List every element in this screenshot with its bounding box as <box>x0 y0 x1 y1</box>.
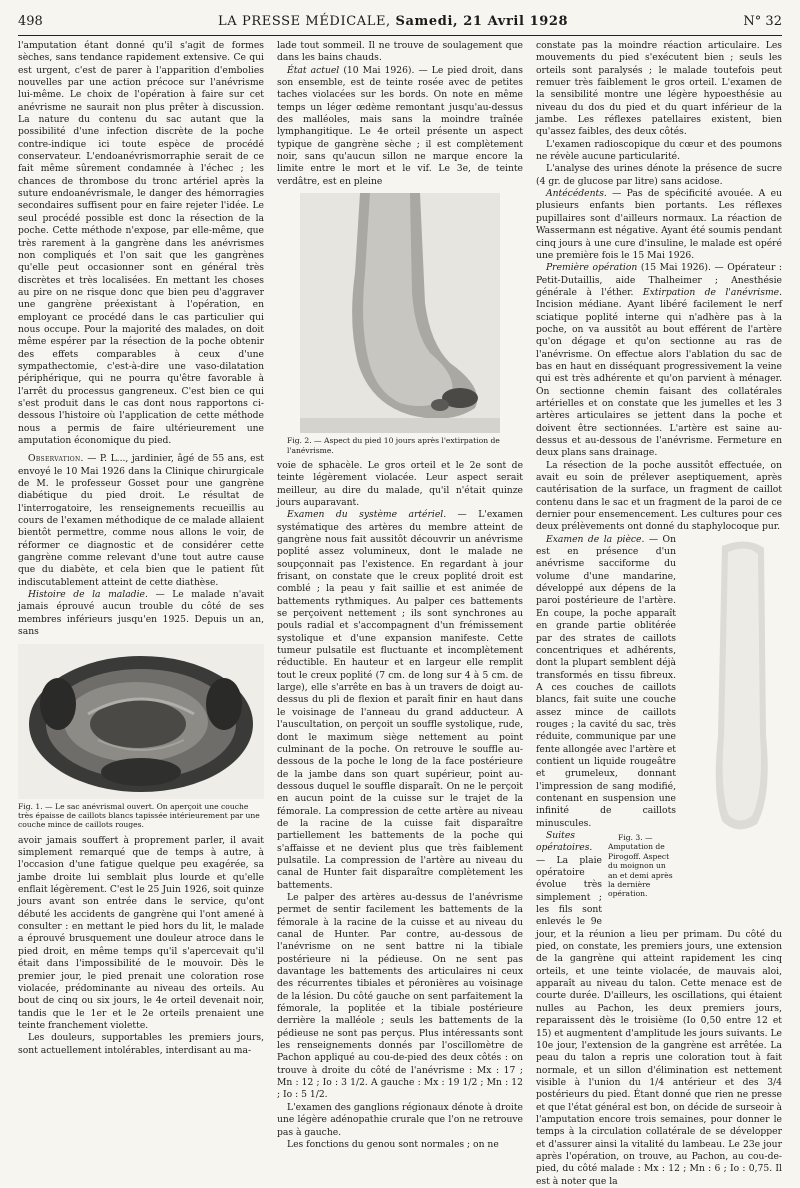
figure-3-caption: Fig. 3. — Amputation de Pirogoff. Aspect du moignon un an et demi après la dernière opération. <box>608 833 673 899</box>
antecedents-text: — Pas de spécificité avouée. A eu plusieurs enfants bien portants. Les réflexes pupillaires sont d'ailleurs normaux. La réaction de Wassermann est négative. Ayant été soumis pendant cinq jours à une cure d'insuline, le malade est opéré une première fois le 15 Mai 1926. <box>536 188 782 261</box>
figure-2-photo <box>300 193 500 433</box>
history-text: — Le malade n'avait jamais éprouvé aucun trouble du côté de ses membres inférieurs jusqu'en 1925. Depuis un an, sans <box>18 589 264 638</box>
paragraph: Les fonctions du genou sont normales ; on ne <box>287 1138 499 1150</box>
page-number: 498 <box>18 14 43 29</box>
observation-paragraph <box>18 453 264 589</box>
suites-label: Suites opératoires. <box>536 830 593 854</box>
page-header <box>18 14 782 32</box>
aneurysm-sac-image <box>18 644 264 799</box>
figure-3 <box>682 536 782 836</box>
paragraph: l'amputation étant donné qu'il s'agit de formes sèches, sans tendance rapidement extensive. Ce qui est urgent, c'est de parer à l'apparition d'embolies nouvelles par une action précoce sur l'anévrisme lui-même. Le choix de l'opération à faire sur cet anévrisme ne saurait non plus prêter à discussion. La nature du contenu du sac autant que la possibilité d'une infection discrète de la poche contre-indique ici toute espèce de procédé conservateur. L'endoanévrismorraphie serait de ce fait même sûrement condamnée à l'échec ; les chances de thrombose du tronc artériel après la suture endoanévrismale, le danger des hémorragies secondaires suffisent pour en faire rejeter l'idée. Le seul procédé possible est donc la résection de la poche. Cette méthode n'expose, par elle-même, que très rarement à la gangrène dans les anévrismes non compliqués et l'on sait que les gangrènes qu'elle peut occasionner sont en général très discrètes et très localisées. En mettant les choses au pire on ne risque donc que bien peu d'aggraver une gangrène préexistant à l'opération, en employant ce procédé dans le cas particulier qui nous occupe. Pour la majorité des malades, on doit même espérer par la résection de la poche obtenir des effets comparables à ceux d'une sympathectomie, c'est-à-dire une vaso-dilatation périphérique, qui ne pourra qu'être favorable à l'arrêt du processus gangreneux. C'est bien ce qui s'est produit dans le cas dont nous rapportons ci-dessous l'histoire où l'application de cette méthode nous a permis de faire ultérieurement une amputation économique du pied. <box>18 40 264 446</box>
etat-paragraph <box>277 65 523 188</box>
suites-text: — La plaie opératoire évolue très simplement ; les fils sont enlevés le 9e jour, et la réunion a lieu per primam. Du côté du pied, on constate, les premiers jours, une extension de la gangrène qui atteint rapidement les cinq orteils, et une teinte violacée, de mauvais aloi, apparaît au niveau du talon. Cette menace est de courte durée. D'ailleurs, les oscillations, qui étaient nulles au Pachon, les deux premiers jours, reparaissent dès le troisième (Io 0,50 entre 12 et 15) et augmentent d'amplitude les jours suivants. Le 10e jour, l'extension de la gangrène est arrêtée. La peau du talon a repris une coloration tout à fait normale, et un sillon d'élimination est nettement visible à l'union du 1/4 antérieur et des 3/4 postérieurs du pied. Étant donné que rien ne presse et que l'état général est bon, on décide de surseoir à l'amputation encore trois semaines, pour donner le temps à la circulation collatérale de se développer et d'assurer ainsi la vitalité du lambeau. Le 23e jour après l'opération, on trouve, au Pachon, au cou-de-pied, du côté malade : Mx : 12 ; Mn : 6 ; Io : 0,75. Il est à noter que la <box>536 854 782 1187</box>
piece-paragraph <box>536 534 782 830</box>
history-label: Histoire de la maladie. <box>28 589 148 601</box>
paragraph: voie de sphacèle. Le gros orteil et le 2e sont de teinte légèrement violacée. Leur aspect serait meilleur, au dire du malade, qu'il n'était quinze jours auparavant. <box>277 459 523 508</box>
etat-text: (10 Mai 1926). — Le pied droit, dans son ensemble, est de teinte rosée avec de petites taches violacées sur les bords. On note en même temps un léger œdème remontant jusqu'au-dessus des malléoles, mais sans la moindre traînée lymphangitique. Le 4e orteil présente un aspect typique de gangrène sèche ; il est complètement noir, sans qu'aucun sillon ne marque encore la limite entre le mort et le vif. Le 3e, de teinte verdâtre, est en pleine <box>277 64 523 187</box>
journal-title <box>218 14 568 29</box>
paragraph: Le palper des artères au-dessus de l'anévrisme permet de sentir facilement les battements de la fémorale à la racine de la cuisse et au niveau du canal de Hunter. Par contre, au-dessous de l'anévrisme on ne sent battre ni la tibiale postérieure ni la pédieuse. On ne sent pas davantage les battements des articulaires ni ceux des récurrentes tibiales et péronières au voisinage de la lésion. Du côté gauche on sent parfaitement la fémorale, la poplitée et la tibiale postérieure derrière la malléole ; seuls les battements de la pédieuse ne sont pas perçus. Plus intéressants sont les renseignements donnés par l'oscillomètre de Pachon appliqué au cou-de-pied des deux côtés : on trouve à droite du côté de l'anévrisme : Mx : 17 ; Mn : 12 ; Io : 3 1/2. A gauche : Mx : 19 1/2 ; Mn : 12 ; Io : 5 1/2. <box>277 891 523 1101</box>
paragraph: L'examen radioscopique du cœur et des poumons ne révèle aucune particularité. <box>536 138 782 163</box>
piece-label: Examen de la pièce. <box>546 533 645 545</box>
piece-text: — On est en présence d'un anévrisme sacciforme du volume d'une mandarine, développé aux dépens de la paroi postérieure de l'artère. En coupe, la poche apparaît en grande partie oblitérée par des strates de caillots concentriques et adhérents, dont la plupart semblent déjà transformés en tissu fibreux. A ces couches de caillots blancs, fait suite une couche assez mince de caillots rouges ; la cavité du sac, très réduite, communique par une fente allongée avec l'artère et contient un liquide rougeâtre et grumeleux, donnant l'impression de sang modifié, contenant en suspension une infinité de caillots minuscules. <box>536 533 676 829</box>
suites-paragraph <box>536 830 782 1188</box>
figure-1 <box>18 644 264 830</box>
antecedents-label: Antécédents. <box>546 188 607 200</box>
foot-photo-image <box>300 193 500 433</box>
exam-label: Examen du système artériel. <box>287 509 447 521</box>
operation-paragraph <box>536 262 782 460</box>
figure-3-caption-box <box>608 830 676 920</box>
paragraph: Les douleurs, supportables les premiers jours, sont actuellement intolérables, interdisant au ma- <box>18 1032 264 1056</box>
paragraph: constate pas la moindre réaction articulaire. Les mouvements du pied s'exécutent bien ; seuls les orteils sont paralysés ; le malade toutefois peut remuer très faiblement le gros orteil. L'examen de la sensibilité montre une légère hypoesthésie au niveau du dos du pied et du quart inférieur de la jambe. Les réflexes patellaires existent, bien qu'assez faibles, des deux côtés. <box>536 40 782 138</box>
operation-text-cont: Incision médiane. Ayant libéré facilement le nerf sciatique poplité interne qui n'adhère pas à la poche, on va aussitôt au bout efférent de l'artère qu'on dégage et qu'on sectionne au ras de l'anévrisme. On effectue alors l'ablation du sac de bas en haut en disséquant progressivement la veine qui est très adhérente et qu'on parvient à ménager. On sectionne chemin faisant des collatérales artérielles et on constate que les jumelles et les 3 artères articulaires se jettent dans la poche et doivent être sectionnées. L'artère est saine au-dessus et au-dessous de l'anévrisme. Fermeture en deux plans sans drainage. <box>536 299 782 459</box>
paragraph: L'analyse des urines dénote la présence de sucre (4 gr. de glucose par litre) sans acidose. <box>536 163 782 187</box>
paragraph: avoir jamais souffert à proprement parler, il avait simplement remarqué que de temps à autre, à l'occasion d'une fatigue quelque peu exagérée, sa jambe droite lui semblait plus lourde et qu'elle enflait légèrement. C'est le 25 Juin 1926, soit quinze jours avant son entrée dans le service, qu'ont débuté les accidents de gangrène qui l'ont amené à consulter : en mettant le pied hors du lit, le malade a éprouvé brusquement une douleur atroce dans le pied droit, en même temps qu'il s'apercevait qu'il était dans l'impossibilité de le mouvoir. Dès le premier jour, le pied prenait une coloration rose violacée, prédominante au niveau des orteils. Au bout de cinq ou six jours, le 4e orteil devenait noir, tandis que le 1er et le 2e orteils prenaient une teinte franchement violette. <box>18 834 264 1031</box>
stump-photo-image <box>692 536 792 836</box>
operation-text: (15 Mai 1926). — Opérateur : Petit-Dutaillis, aide Thalheimer ; Anesthésie générale à l'éther. <box>536 262 782 298</box>
issue-date: Samedi, 21 Avril 1928 <box>395 14 569 29</box>
header-rule <box>18 35 782 36</box>
history-paragraph <box>18 589 264 638</box>
column-2 <box>277 40 523 1151</box>
issue-number: N° 32 <box>743 14 782 29</box>
operation-title: Extirpation de l'anévrisme. <box>642 286 783 298</box>
exam-paragraph <box>277 509 523 892</box>
journal-name: LA PRESSE MÉDICALE, <box>218 14 391 29</box>
figure-1-photo <box>18 644 264 799</box>
observation-label: Observation. <box>28 453 84 465</box>
exam-text: — L'examen systématique des artères du membre atteint de gangrène nous fait aussitôt découvrir un anévrisme poplité assez volumineux, dont le malade ne soupçonnait pas l'existence. En regardant à jour frisant, on constate que le creux poplité droit est comblé ; la peau y fait saillie et est animée de battements rythmiques. Au palper ces battements se perçoivent nettement ; ils sont synchrones au pouls radial et s'accompagnent d'un frémissement systolique et d'une expansion manifeste. Cette tumeur pulsatile est fluctuante et incomplètement réductible. En hauteur et en largeur elle remplit tout le creux poplité (7 cm. de long sur 4 à 5 cm. de large), elle s'arrête en bas à un travers de doigt au-dessus du pli de flexion et paraît finir en haut dans le voisinage de l'anneau du grand adducteur. A l'auscultation, on perçoit un souffle systolique, rude, dont le maximum siège nettement au point culminant de la poche. On retrouve le souffle au-dessous de la poche le long de la face postérieure de la jambe dans son quart supérieur, point au-dessous duquel le souffle disparaît. On ne le perçoit en aucun point de la cuisse sur le trajet de la fémorale. La compression de cette artère au niveau de la racine de la cuisse fait disparaître partiellement les battements de la poche qui s'affaisse et ne devient plus que très faiblement pulsatile. La compression de l'artère au niveau du canal de Hunter fait disparaître complètement les battements. <box>277 509 523 891</box>
etat-label: État actuel <box>287 64 340 76</box>
figure-1-caption: Fig. 1. — Le sac anévrismal ouvert. On aperçoit une couche très épaisse de caillots blancs tapissée intérieurement par une couche mince de caillots rouges. <box>18 801 260 830</box>
column-1 <box>18 40 264 1057</box>
operation-label: Première opération <box>546 262 638 274</box>
paragraph: L'examen des ganglions régionaux dénote à droite une légère adénopathie crurale que l'on ne retrouve pas à gauche. <box>277 1101 523 1138</box>
paragraph: lade tout sommeil. Il ne trouve de soulagement que dans les bains chauds. <box>277 40 523 64</box>
column-3 <box>536 40 782 1188</box>
antecedents-paragraph <box>536 188 782 262</box>
paragraph: La résection de la poche aussitôt effectuée, on avait eu soin de prélever aseptiquement, après cautérisation de la surface, un fragment de caillot contenu dans le sac et un fragment de la paroi de ce dernier pour ensemencement. Les cultures pour ces deux prélèvements ont donné du staphylocoque pur. <box>536 459 782 533</box>
observation-text: — P. L..., jardinier, âgé de 55 ans, est envoyé le 10 Mai 1926 dans la Clinique chirurgicale de M. le professeur Gosset pour une gangrène diabétique du pied droit. Le résultat de l'interrogatoire, les renseignements recueillis au cours de l'examen méthodique de ce malade allaient bientôt permettre, comme nous allons le voir, de réformer ce diagnostic et de considérer cette gangrène comme relevant d'une tout autre cause que du diabète, et cela bien que le patient fût indiscutablement atteint de cette diathèse. <box>18 453 264 588</box>
figure-2-caption: Fig. 2. — Aspect du pied 10 jours après l'extirpation de l'anévrisme. <box>287 436 500 455</box>
figure-2 <box>277 193 523 455</box>
